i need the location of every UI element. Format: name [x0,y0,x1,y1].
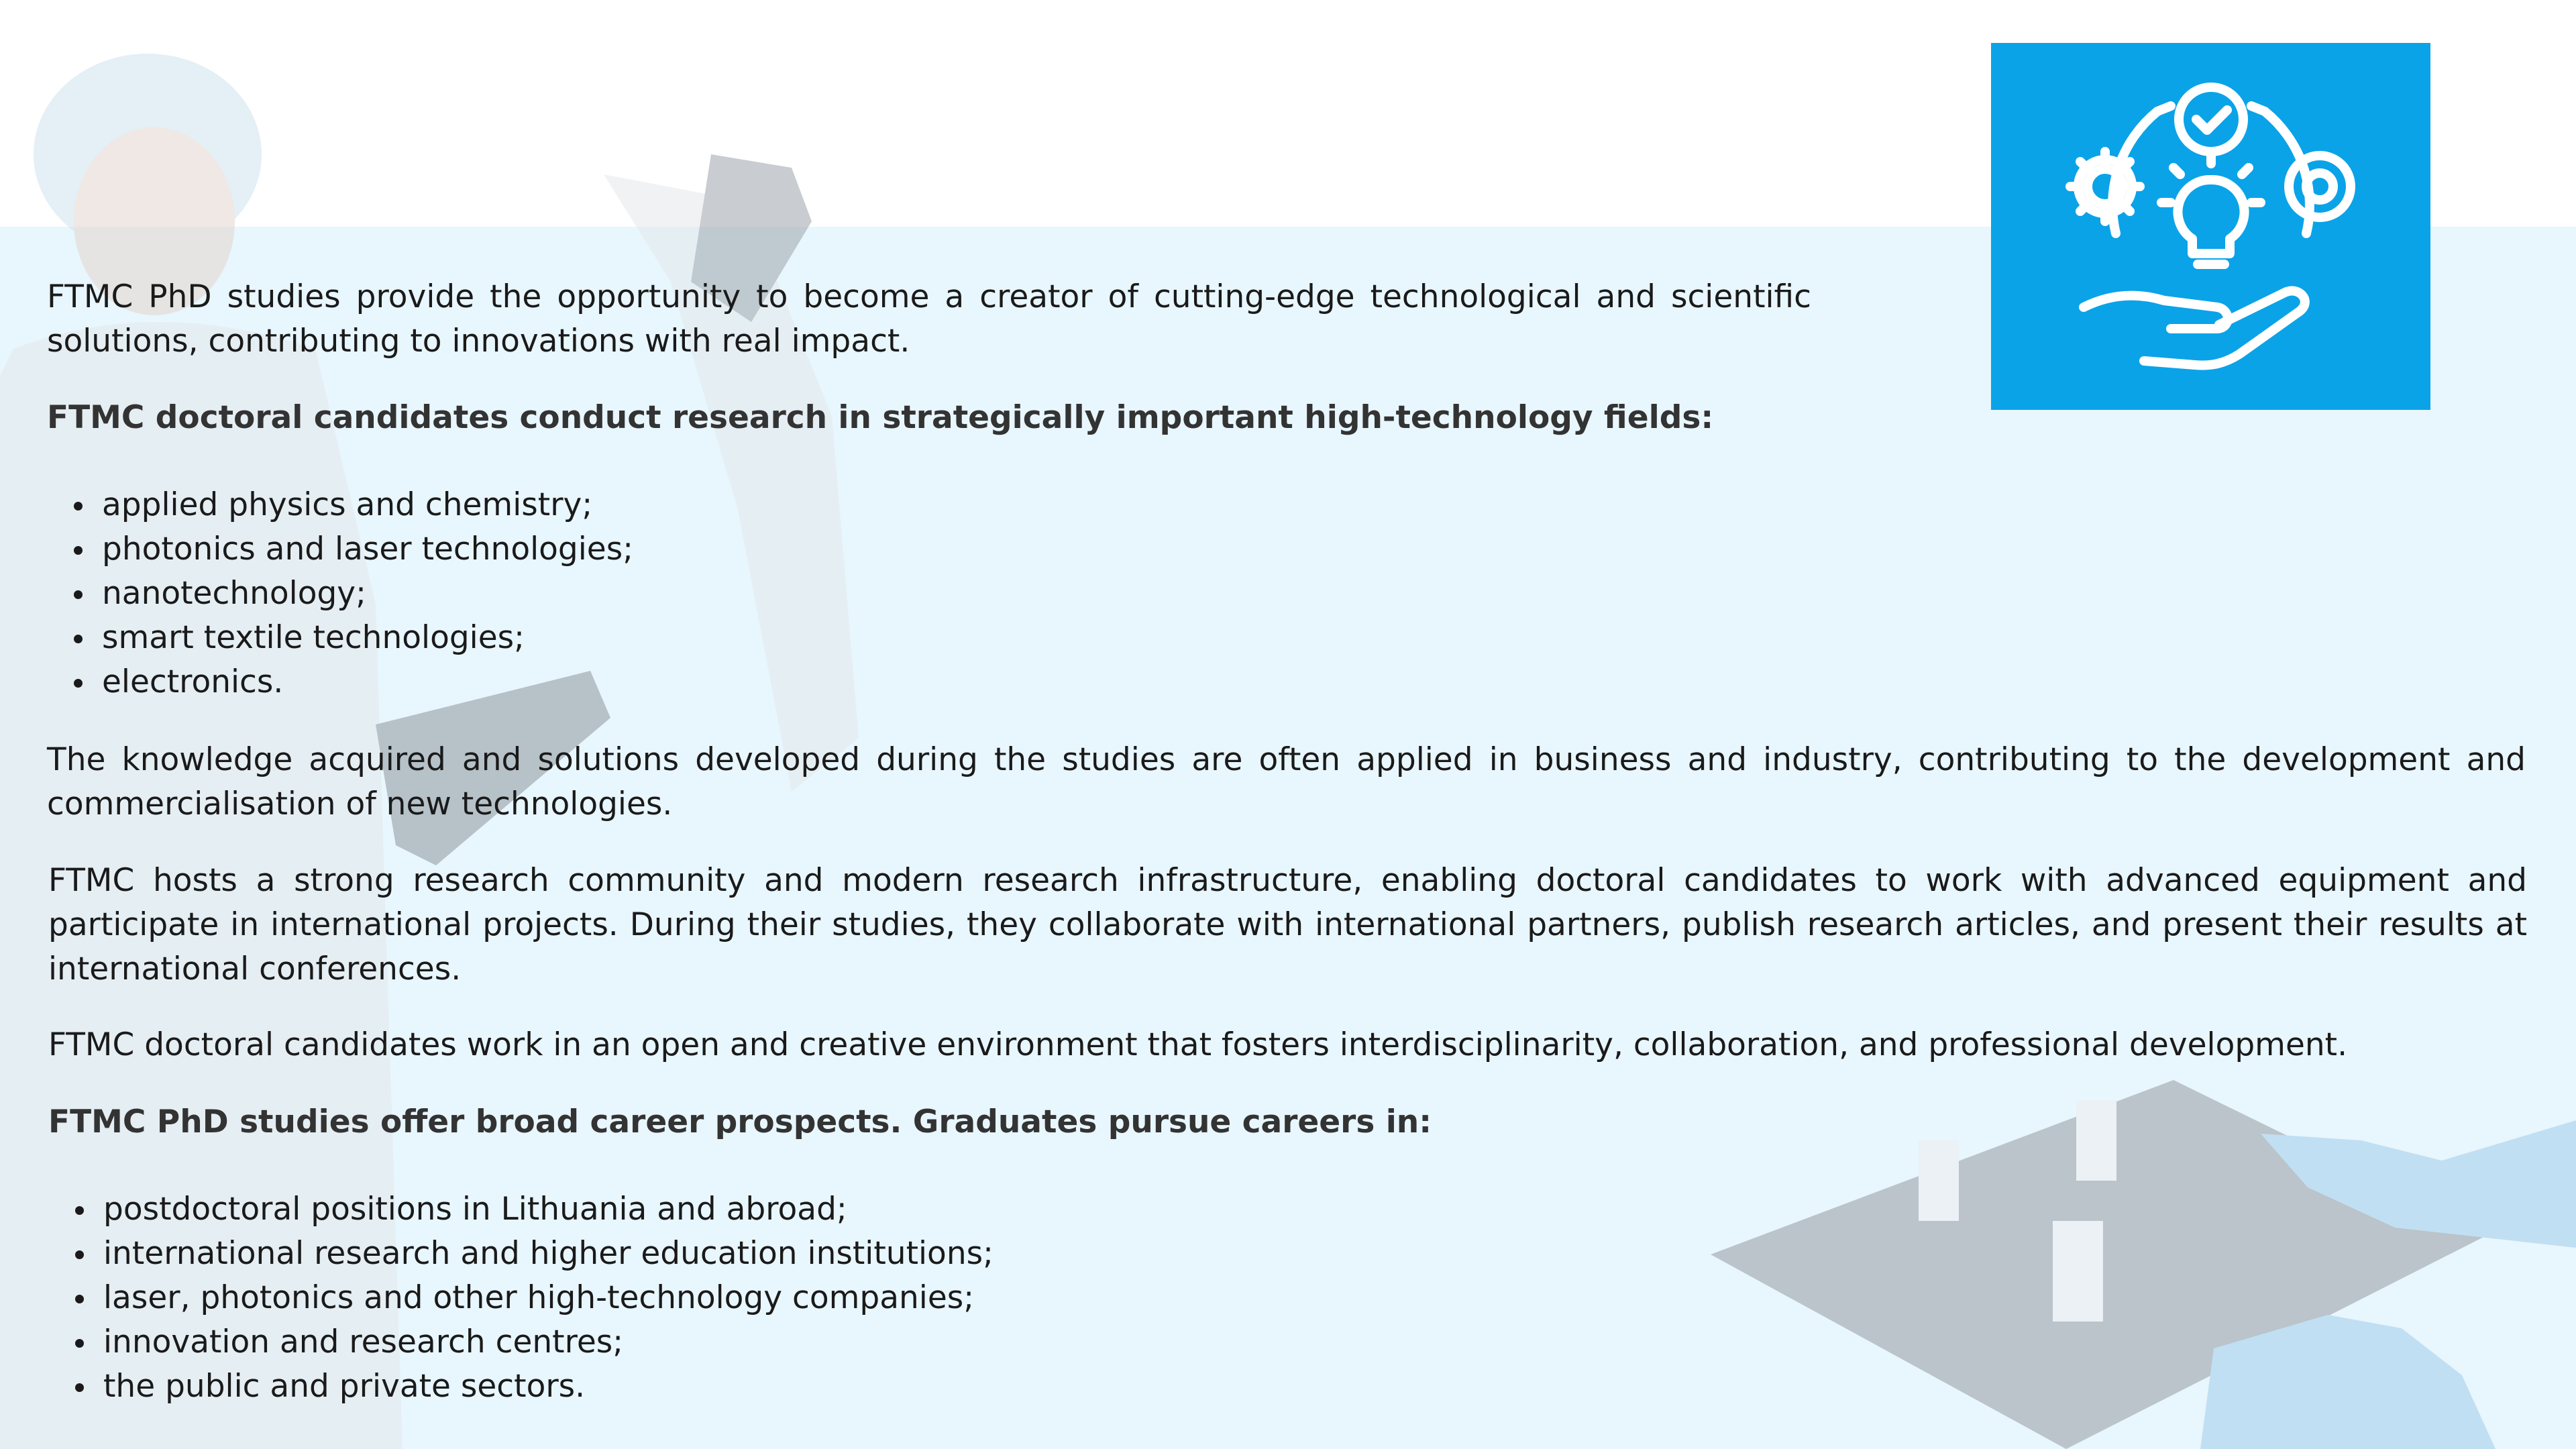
intro-paragraph: FTMC PhD studies provide the opportunity to become a creator of cutting-edge technological and scientific solutions, contributing to innovations with real impact. [47,278,1811,360]
list-item: smart textile technologies; [47,616,1053,660]
list-item: international research and higher education institutions; [48,1232,1256,1276]
list-item: applied physics and chemistry; [47,483,1053,527]
careers-heading: FTMC PhD studies offer broad career prospects. Graduates pursue careers in: [48,1104,1432,1140]
list-item: nanotechnology; [47,572,1053,616]
list-item: electronics. [47,660,1053,704]
list-item: photonics and laser technologies; [47,527,1053,572]
list-item: the public and private sectors. [48,1364,1256,1409]
list-item: postdoctoral positions in Lithuania and abroad; [48,1187,1256,1232]
community-paragraph: FTMC hosts a strong research community and modern research infrastructure, enabling doctoral candidates to work with advanced equipment and participate in international projects. During their studies, they collaborate with international partners, publish research articles, and present their results at international conferences. [48,862,2527,987]
environment-paragraph: FTMC doctoral candidates work in an open and creative environment that fosters interdisciplinarity, collaboration, and professional development. [48,1026,2348,1063]
fields-heading: FTMC doctoral candidates conduct research in strategically important high-technology fields: [47,399,1714,436]
list-item: innovation and research centres; [48,1320,1256,1364]
list-item: laser, photonics and other high-technology companies; [48,1276,1256,1320]
careers-list [48,1187,1256,1409]
research-fields-list [47,483,1053,704]
knowledge-paragraph: The knowledge acquired and solutions developed during the studies are often applied in business and industry, contributing to the development and commercialisation of new technologies. [47,741,2526,822]
